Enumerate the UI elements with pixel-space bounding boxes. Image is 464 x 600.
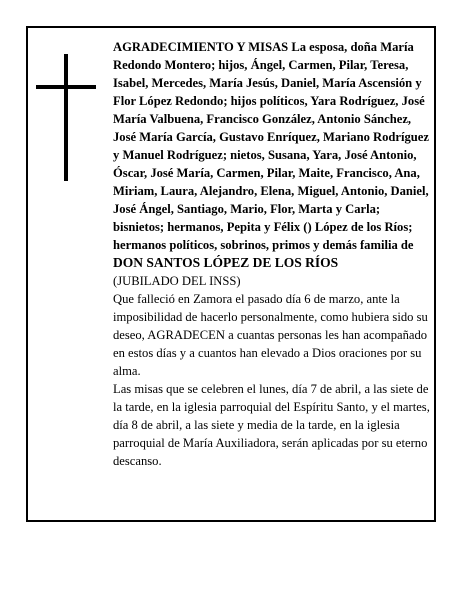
notice-header: AGRADECIMIENTO Y MISAS <box>113 40 289 54</box>
family-list: La esposa, doña María Redondo Montero; hijos, Ángel, Carmen, Pilar, Teresa, Isabel, Mercedes, María Jesús, Daniel, María Ascensión y Flor López Redondo; hijos políticos, Yara Rodríguez, José María Valbuena, Francisco González, Antonio Sánchez, José María García, Gustavo Enríquez, Mariano Rodríguez y Manuel Rodríguez; nietos, Susana, Yara, José Antonio, Óscar, José María, Carmen, Pilar, Maite, Francisco, Ana, Miriam, Laura, Alejandro, Elena, Miguel, Antonio, Daniel, José Ángel, Santiago, Mario, Flor, Marta y Carla; bisnietos; hermanos, Pepita y Félix () López de los Ríos; hermanos políticos, sobrinos, primos y demás familia de <box>113 40 429 252</box>
thanks-message: Que falleció en Zamora el pasado día 6 de marzo, ante la imposibilidad de hacerlo personalmente, como hubiera sido su deseo, AGRADECEN a cuantas personas les han acompañado en estos días y a cuantos han elevado a Dios oraciones por su alma. <box>113 292 428 378</box>
cross-vertical-bar <box>64 54 68 181</box>
deceased-name: DON SANTOS LÓPEZ DE LOS RÍOS <box>113 255 339 270</box>
cross-horizontal-bar <box>36 85 96 89</box>
deceased-occupation: (JUBILADO DEL INSS) <box>113 274 241 288</box>
family-paragraph <box>113 40 429 252</box>
obituary-text <box>113 38 431 470</box>
masses-announcement: Las misas que se celebren el lunes, día 7 de abril, a las siete de la tarde, en la iglesia parroquial del Espíritu Santo, y el martes, día 8 de abril, a las siete y media de la tarde, en la iglesia parroquial de María Auxiliadora, serán aplicadas por su eterno descanso. <box>113 382 430 468</box>
